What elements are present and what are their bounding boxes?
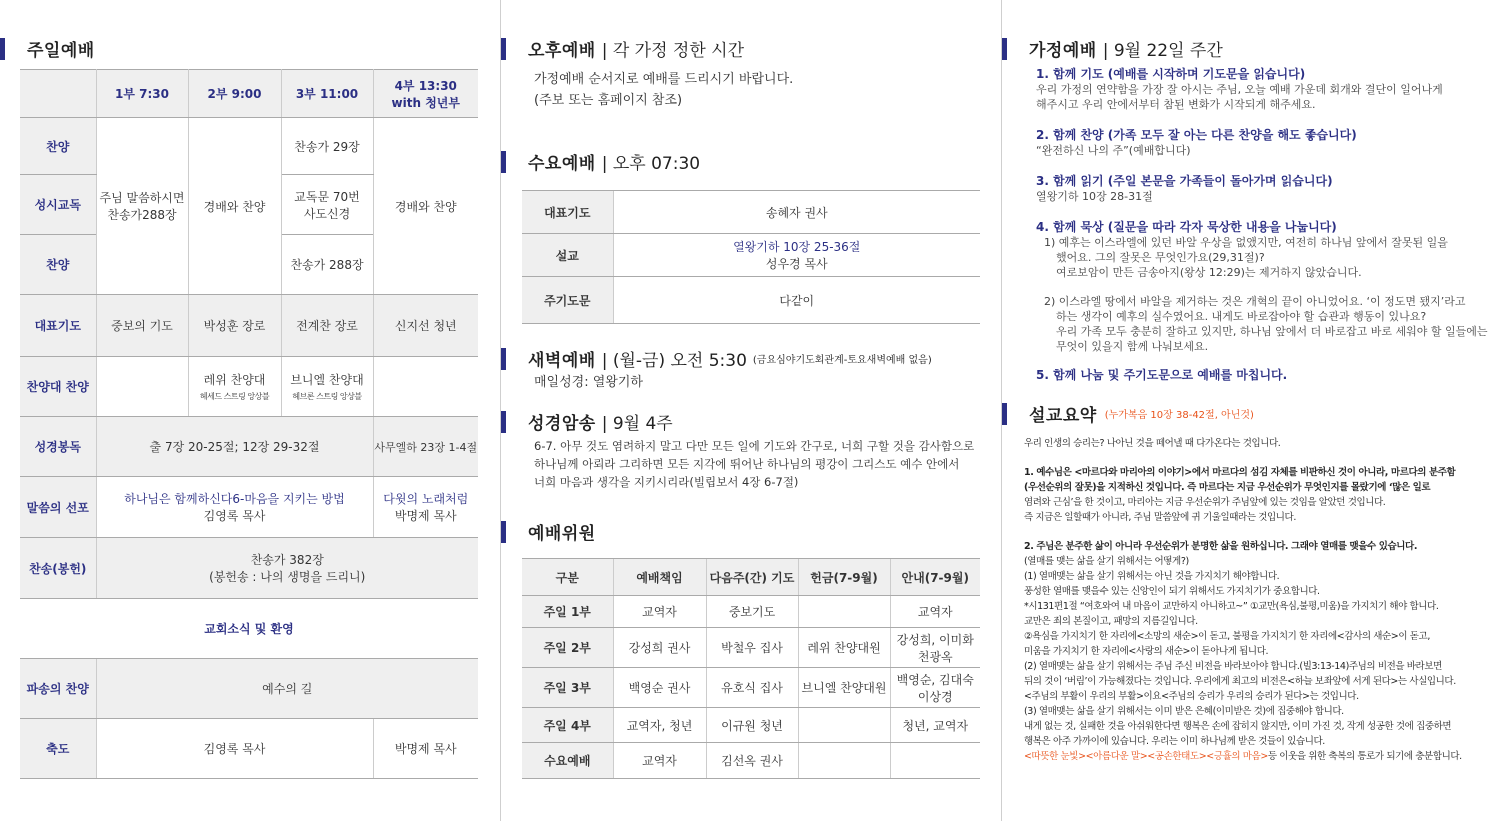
afternoon-text: 가정예배 순서지로 예배를 드리시기 바랍니다. (주보 또는 홈페이지 참조) xyxy=(534,72,794,108)
table-row: 수요예배 교역자 김선옥 권사 xyxy=(522,743,980,779)
cell xyxy=(96,357,188,417)
table-header-row: 구분 예배책임 다음주(간) 기도 헌금(7-9월) 안내(7-9월) xyxy=(522,559,980,596)
cell: 찬송가 382장 (봉헌송 : 나의 생명을 드리니) xyxy=(96,538,478,599)
row-label: 축도 xyxy=(20,719,96,779)
row-label: 성시교독 xyxy=(20,175,96,235)
family-worship-column xyxy=(1002,0,1497,821)
table-row xyxy=(20,659,478,719)
cell: 중보의 기도 xyxy=(96,295,188,357)
table-row xyxy=(20,538,478,599)
cell: 경배와 찬양 xyxy=(188,118,281,295)
table-row: 주기도문 다같이 xyxy=(522,277,980,324)
summary-heading: 설교요약 (누가복음 10장 38-42절, 아닌것) xyxy=(1002,401,1254,426)
cell: 박성훈 장로 xyxy=(188,295,281,357)
row-label: 대표기도 xyxy=(20,295,96,357)
cell: 교독문 70번 사도신경 xyxy=(281,175,373,235)
row-label: 찬양 xyxy=(20,235,96,295)
heading-bar xyxy=(1002,403,1007,425)
table-row: 대표기도 송혜자 권사 xyxy=(522,191,980,234)
heading-bar xyxy=(501,521,506,543)
news-cell: 교회소식 및 환영 xyxy=(20,599,478,659)
sunday-service-table xyxy=(20,69,478,779)
family-item-title: 4. 함께 묵상 (질문을 따라 각자 묵상한 내용을 나눕니다) xyxy=(1036,220,1337,234)
header-part3: 3부 11:00 xyxy=(281,70,373,118)
cell: 사무엘하 23장 1-4절 xyxy=(373,417,478,477)
heading-bar xyxy=(1002,38,1007,60)
sermon-summary: 우리 인생의 승리는? 나아닌 것을 떼어낼 때 다가온다는 것입니다. 1. 예수님은 <마르다와 마리아의 이야기>에서 마르다의 섬김 자체를 비판하신 것이 아니라, 마르다의 분주함 (우선순위의 잘못)을 지적하신 것입니다. 즉 마르다는 지금 우선순위가 무엇인지를 몰랐기에 ‘많은 일로 염려와 근심’을 한 것이고, 마리아는 지금 우선순위가 주님앞에 있는 것임을 알았던 것입니다. 즉 지금은 일할때가 아니라, 주님 말씀앞에 귀 기울일때라는 것입니다. 2. 주님은 분주한 삶이 아니라 우선순위가 분명한 삶을 원하십니다. 그래야 열매를 맺을수 있습니다. (열매를 맺는 삶을 살기 위해서는 어떻게?) (1) 열매맺는 삶을 살기 위해서는 아닌 것을 가지치기 해야합니다. 풍성한 열매를 맺을수 있는 신앙인이 되기 위해서도 가지치기가 중요합니다. *시131편1절 “여호와여 내 마음이 교만하지 아니하고~” ①교만(욕심,불평,미움)을 가지치기 해야 합니다. 교만은 죄의 본질이고, 패망의 지름길입니다. ②욕심을 가지치기 한 자리에<소망의 새순>이 돋고, 불평을 가지치기 한 자리에<감사의 새순>이 돋고, 미움을 가지치기 한 자리에<사랑의 새순>이 돋아나게 됩니다. (2) 열매맺는 삶을 살기 위해서는 주님 주신 비전을 바라보아야 합니다.(빌3:13-14)주님의 비전을 바라보면 뒤의 것이 ‘버림’이 가능해졌다는 것입니다. 우리에게 최고의 비전은<하늘 보좌앞에 서게 된다>는 사실입니다. <주님의 부활이 우리의 부활>이요<주님의 승리가 우리의 승리가 된다>는 것입니다. (3) 열매맺는 삶을 살기 위해서는 이미 받은 은혜(이미받은 것)에 집중해야 합니다. 내게 없는 것, 실패한 것을 아쉬워한다면 행복은 손에 잡히지 않지만, 이미 가진 것, 작게 성공한 것에 집중하면 행복은 아주 가까이에 있습니다. 우리는 이미 하나님께 받은 것들이 있습니다. <따뜻한 눈빛><아름다운 말><공손한태도><긍휼의 마음>등 이웃을 위한 축복의 통로가 되기에 충분합니다. xyxy=(1024,438,1462,762)
sunday-service-heading xyxy=(0,36,95,61)
cell: 찬송가 288장 xyxy=(281,235,373,295)
header-part2: 2부 9:00 xyxy=(188,70,281,118)
table-row: 주일 1부 교역자 중보기도 교역자 xyxy=(522,596,980,628)
family-item-title: 1. 함께 기도 (예배를 시작하며 기도문을 읽습니다) xyxy=(1036,67,1306,81)
table-row xyxy=(20,719,478,779)
row-label: 말씀의 선포 xyxy=(20,477,96,538)
family-heading: 가정예배 | 9월 22일 주간 xyxy=(1002,36,1223,61)
table-row xyxy=(20,477,478,538)
afternoon-heading: 오후예배 | 각 가정 정한 시간 xyxy=(501,36,744,61)
table-row xyxy=(20,599,478,659)
cell: 김영록 목사 xyxy=(96,719,373,779)
cell xyxy=(373,357,478,417)
family-items: 1. 함께 기도 (예배를 시작하며 기도문을 읽습니다) 우리 가정의 연약함을 가장 잘 아시는 주님, 오늘 예배 가운데 회개와 결단이 일어나게 해주시고 우리 안에서부터 참된 변화가 시작되게 해주세요. 2. 함께 찬양 (가족 모두 잘 아는 다른 찬양을 해도 좋습니다) “완전하신 나의 주”(예배합니다) 3. 함께 읽기 (주일 본문을 가족들이 돌아가며 읽습니다) 열왕기하 10장 28-31절 4. 함께 묵상 (질문을 따라 각자 묵상한 내용을 나눕니다) 1) 예후는 이스라엘에 있던 바알 우상을 없앴지만, 여전히 하나님 앞에서 잘못된 일을 했어요. 그의 잘못은 무엇인가요(29,31절)? 여로보암이 만든 금송아지(왕상 12:29)는 제거하지 않았습니다. 2) 이스라엘 땅에서 바알을 제거하는 것은 개혁의 끝이 아니었어요. ‘이 정도면 됐지’라고 하는 생각이 예후의 실수였어요. 내게도 바로잡아야 할 습관과 행동이 있나요? 우리 가족 모두 충분히 잘하고 있지만, 하나님 앞에서 더 바로잡고 바로 세워야 할 일들에는 무엇이 있을지 함께 나눠보세요. 5. 함께 나눔 및 주기도문으로 예배를 마칩니다. xyxy=(1036,65,1491,383)
table-row: 주일 4부 교역자, 청년 이규원 청년 청년, 교역자 xyxy=(522,708,980,743)
section-title: 주일예배 xyxy=(27,41,95,61)
heading-bar xyxy=(501,151,506,173)
memory-verse: 6-7. 아무 것도 염려하지 말고 다만 모든 일에 기도와 간구로, 너희 구할 것을 감사함으로 하나님께 아뢰라 그리하면 모든 지각에 뛰어난 하나님의 평강이 그리스도 예수 안에서 너희 마음과 생각을 지키시리라(빌립보서 4장 6-7절) xyxy=(534,439,975,489)
table-header-row xyxy=(20,70,478,118)
family-item-title: 3. 함께 읽기 (주일 본문을 가족들이 돌아가며 읽습니다) xyxy=(1036,174,1333,188)
table-row: 주일 2부 강성희 권사 박철우 집사 레위 찬양대원 강성희, 이미화 천광옥 xyxy=(522,628,980,668)
heading-bar xyxy=(501,348,506,370)
table-row: 설교 열왕기하 10장 25-36절 성우경 목사 xyxy=(522,234,980,277)
row-label: 성경봉독 xyxy=(20,417,96,477)
header-part4: 4부 13:30 with 청년부 xyxy=(373,70,478,118)
table-row xyxy=(20,417,478,477)
cell: 출 7장 20-25절; 12장 29-32절 xyxy=(96,417,373,477)
cell: 레위 찬양대 헤세드 스트링 앙상블 xyxy=(188,357,281,417)
table-row: 주일 3부 백영순 권사 유호식 집사 브니엘 찬양대원 백영순, 김대숙 이상경 xyxy=(522,668,980,708)
header-part1: 1부 7:30 xyxy=(96,70,188,118)
cell: 하나님은 함께하신다6-마음을 지키는 방법 김영록 목사 xyxy=(96,477,373,538)
table-row xyxy=(20,295,478,357)
staff-heading: 예배위원 xyxy=(501,519,596,544)
row-label: 찬송(봉헌) xyxy=(20,538,96,599)
heading-bar xyxy=(501,38,506,60)
header-empty xyxy=(20,70,96,118)
dawn-heading: 새벽예배 | (월-금) 오전 5:30 (금요심야기도회관계-토요새벽예배 없음) xyxy=(501,346,932,371)
row-label: 파송의 찬양 xyxy=(20,659,96,719)
cell: 다윗의 노래처럼 박명제 목사 xyxy=(373,477,478,538)
heading-bar xyxy=(0,38,5,60)
dawn-text: 매일성경: 열왕기하 xyxy=(534,375,643,390)
cell: 예수의 길 xyxy=(96,659,478,719)
cell: 전계찬 장로 xyxy=(281,295,373,357)
row-label: 찬양대 찬양 xyxy=(20,357,96,417)
row-label: 찬양 xyxy=(20,118,96,175)
cell: 주님 말씀하시면 찬송가288장 xyxy=(96,118,188,295)
heading-bar xyxy=(501,411,506,433)
table-row xyxy=(20,357,478,417)
memory-heading: 성경암송 | 9월 4주 xyxy=(501,409,673,434)
wednesday-heading: 수요예배 | 오후 07:30 xyxy=(501,149,700,174)
cell: 박명제 목사 xyxy=(373,719,478,779)
cell: 브니엘 찬양대 헤브론 스트링 앙상블 xyxy=(281,357,373,417)
cell: 찬송가 29장 xyxy=(281,118,373,175)
weekday-service-column xyxy=(501,0,1001,821)
cell: 신지선 청년 xyxy=(373,295,478,357)
family-item-title: 5. 함께 나눔 및 주기도문으로 예배를 마칩니다. xyxy=(1036,368,1288,382)
sunday-service-column xyxy=(0,0,500,821)
table-row xyxy=(20,118,478,175)
family-item-title: 2. 함께 찬양 (가족 모두 잘 아는 다른 찬양을 해도 좋습니다) xyxy=(1036,128,1357,142)
cell: 경배와 찬양 xyxy=(373,118,478,295)
wednesday-table xyxy=(522,190,980,324)
staff-table xyxy=(522,558,980,779)
